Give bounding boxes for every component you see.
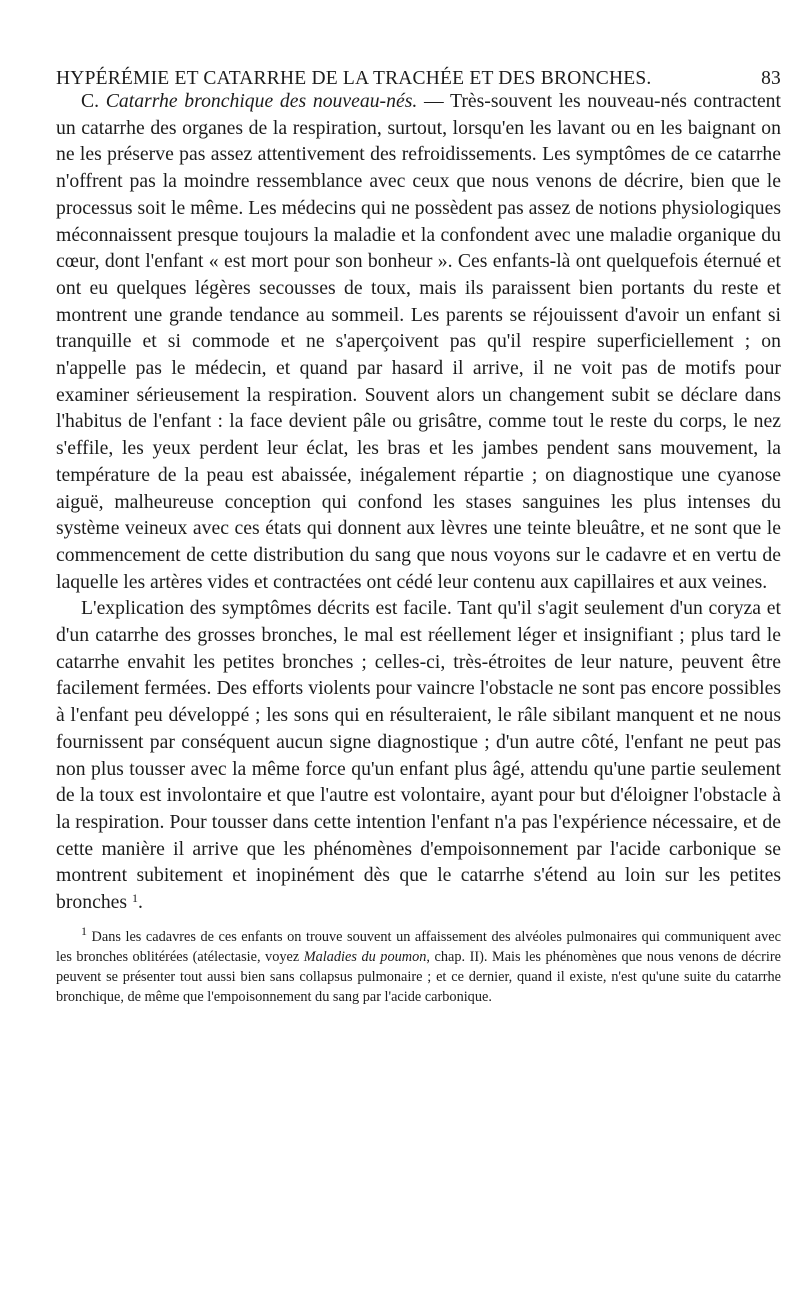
- section-intro-text: — Très-souvent les nouveau-nés contractent un catarrhe des organes de la respiration, surtout, lorsqu'en les lavant ou en les baignant on ne les préserve pas assez attentivement des refroidissements. Les symptômes de ce catarrhe n'offrent pas la moindre ressemblance avec ceux que nous venons de décrire, bien que le processus soit le même. Les médecins qui ne possèdent pas assez de notions physiologiques méconnaissent presque toujours la maladie et la confondent avec une maladie organique du cœur, dont l'enfant « est mort pour son bonheur ». Ces enfants-là ont quelquefois éternué et ont eu quelques légères secousses de toux, mais ils paraissent bien portants du reste et montrent une grande tendance au sommeil. Les parents se réjouissent d'avoir un enfant si tranquille et si commode et ne s'aperçoivent pas qu'il respire superficiellement ; on n'appelle pas le médecin, et quand par hasard il arrive, il ne voit pas de motifs pour examiner sérieusement la respiration. Souvent alors un changement subit se déclare dans l'habitus de l'enfant : la face devient pâle ou grisâtre, comme tout le reste du corps, le nez s'effile, les yeux perdent leur éclat, les bras et les jambes pendent sans mouvement, la température de la peau est abaissée, inégalement répartie ; on diagnostique une cyanose aiguë, malheureuse conception qui confond les stases sanguines les plus intenses du système veineux avec ces états qui donnent aux lèvres une teinte bleuâtre, et ne sont que le commencement de cette distribution du sang que nous voyons sur le cadavre et en vertu de laquelle les artères vides et contractées ont cédé leur contenu aux capillaires et aux veines.: [56, 90, 781, 593]
- footnote-text-chap: , chap.: [426, 949, 470, 965]
- footnote-text-end: ). Mais les phénomènes que nous venons de décrire peuvent se présenter tout aussi bien sans collapsus pulmonaire ; et ce dernier, quand il existe, n'est qu'une suite du catarrhe bronchique, de même que l'empoisonnement du sang par l'acide carbonique.: [56, 949, 781, 1006]
- footnote-text-start: Dans les cadavres de ces enfants on trouve souvent un affaissement des alvéoles pulmonaires qui communiquent avec les bronches oblitérées (atélectasie, voyez: [56, 928, 781, 965]
- footnote-chapter-number: II: [469, 949, 480, 965]
- footnote: [56, 923, 781, 1008]
- footnote-reference-title: Maladies du poumon: [303, 949, 427, 965]
- running-title: HYPÉRÉMIE ET CATARRHE DE LA TRACHÉE ET DES BRONCHES.: [56, 68, 652, 89]
- paragraph-explication: [56, 595, 781, 915]
- footnote-reference[interactable]: 1: [132, 891, 138, 906]
- paragraph-end: .: [138, 891, 143, 914]
- section-title: Catarrhe bronchique des nouveau-nés.: [105, 90, 418, 112]
- paragraph-catarrhe: [56, 88, 781, 595]
- section-label: C.: [81, 90, 100, 112]
- page-number: 83: [761, 68, 781, 89]
- paragraph-text: L'explication des symptômes décrits est facile. Tant qu'il s'agit seulement d'un coryza et d'un catarrhe des grosses bronches, le mal est réellement léger et insignifiant ; plus tard le catarrhe envahit les petites bronches ; celles-ci, très-étroites de leur nature, peuvent être facilement fermées. Des efforts violents pour vaincre l'obstacle ne sont pas encore possibles à l'enfant peu développé ; les sons qui en résulteraient, le râle sibilant manquent et ne nous fournissent par conséquent aucun signe diagnostique ; d'un autre côté, l'enfant ne peut pas non plus tousser avec la même force qu'un enfant plus âgé, attendu qu'une partie seulement de la toux est involontaire et que l'autre est volontaire, ayant pour but d'éloigner l'obstacle à la respiration. Pour tousser dans cette intention l'enfant n'a pas l'expérience nécessaire, et de cette manière il arrive que les phénomènes d'empoisonnement par l'acide carbonique se montrent subitement et inopinément dès que le catarrhe s'étend au loin sur les petites bronches: [56, 597, 781, 914]
- body-text: [56, 88, 781, 1008]
- footnote-marker: 1: [81, 923, 87, 938]
